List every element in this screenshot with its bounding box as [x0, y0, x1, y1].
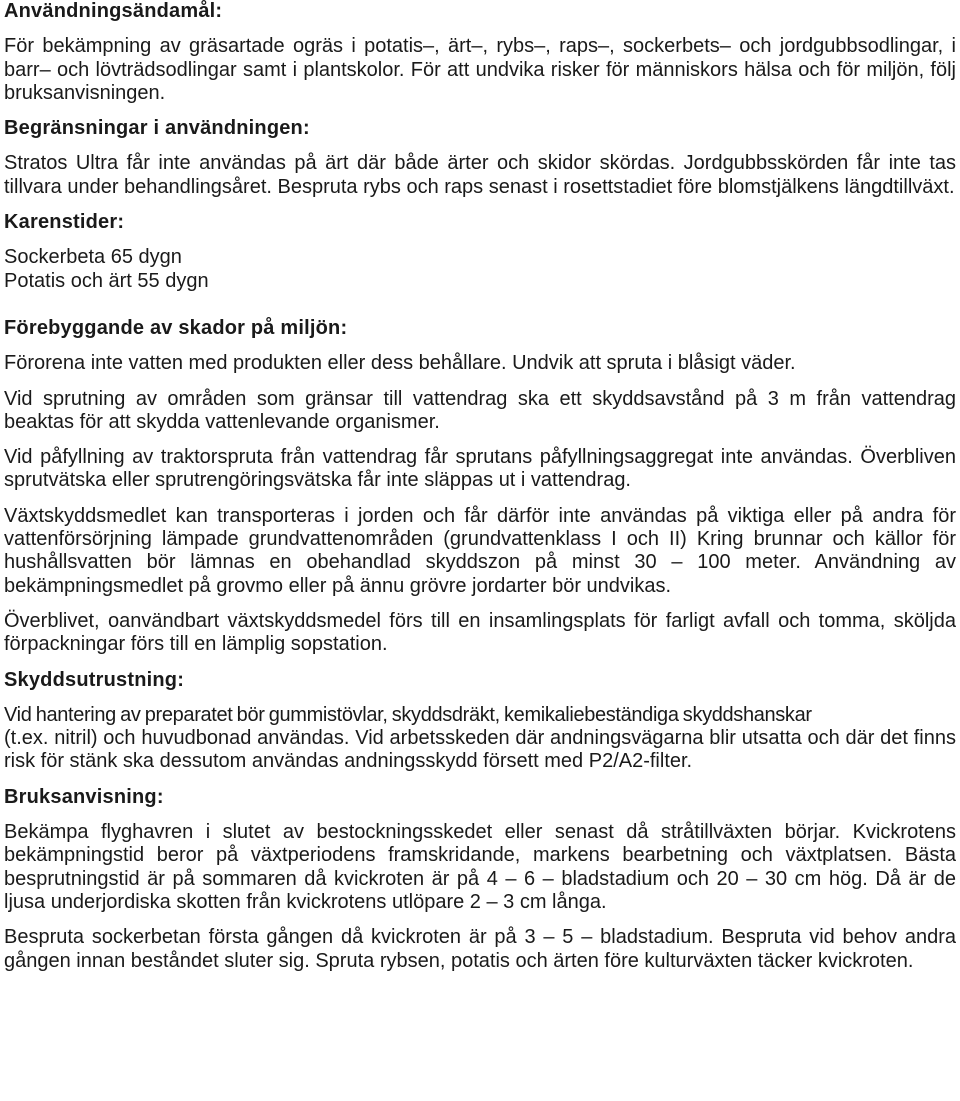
instructions-section — [4, 786, 956, 973]
protection-text-line-1: Vid hantering av preparatet bör gummistövlar, skyddsdräkt, kemikaliebeständiga skyddshanskar — [4, 703, 812, 726]
waiting-period-sugar-beet: Sockerbeta 65 dygn — [4, 246, 182, 269]
document-page — [4, 0, 956, 973]
instructions-paragraph-1: Bekämpa flyghavren i slutet av bestockningsskedet eller senast då stråtillväxten börjar. Kvickrotens bekämpningstid beror på växtperiodens framskridande, markens bearbetning och växtplatsen. Bästa besprutningstid är på sommaren då kvickroten är på 4 – 6 – bladstadium och 20 – 30 cm hög. Då är de ljusa underjordiska skotten från kvickrotens utlöpare 2 – 3 cm långa. — [4, 821, 956, 913]
environment-paragraph-4: Växtskyddsmedlet kan transporteras i jorden och får därför inte användas på viktiga eller på andra för vattenförsörjning lämpade grundvattenområden (grundvattenklass I och II) Kring brunnar och källor för hushållsvatten bör lämnas en obehandlad skyddszon på minst 30 – 100 meter. Användning av bekämpningsmedlet på grovmo eller på ännu grövre jordarter bör undvikas. — [4, 504, 956, 597]
usage-text: För bekämpning av gräsartade ogräs i potatis–, ärt–, rybs–, raps–, sockerbets– och jordgubbsodlingar, i barr– och lövträdsodlingar samt i plantskolor. För att undvika risker för människors hälsa och för miljön, följ bruksanvisningen. — [4, 35, 956, 104]
environment-paragraph-1: Förorena inte vatten med produkten eller dess behållare. Undvik att spruta i blåsigt väder. — [4, 352, 796, 375]
restrictions-section — [4, 117, 956, 199]
environment-paragraph-2: Vid sprutning av områden som gränsar till vattendrag ska ett skyddsavstånd på 3 m från vattendrag beaktas för att skydda vattenlevande organismer. — [4, 387, 956, 433]
waiting-periods-section — [4, 211, 956, 293]
protection-text: (t.ex. nitril) och huvudbonad användas. Vid arbetsskeden där andningsvägarna blir utsatta och där det finns risk för stänk ska dessutom användas andningsskydd försett med P2/A2-filter. — [4, 727, 956, 773]
protection-section — [4, 669, 956, 774]
waiting-period-potato-pea: Potatis och ärt 55 dygn — [4, 269, 209, 292]
restrictions-text: Stratos Ultra får inte användas på ärt där både ärter och skidor skördas. Jordgubbsskörden får inte tas tillvara under behandlingsåret. Bespruta rybs och raps senast i rosettstadiet före blomstjälkens längdtillväxt. — [4, 152, 956, 198]
usage-heading: Användningsändamål: — [4, 0, 223, 22]
waiting-periods-heading: Karenstider: — [4, 211, 125, 234]
usage-section — [4, 0, 956, 105]
environment-paragraph-3: Vid påfyllning av traktorspruta från vattendrag får sprutans påfyllningsaggregat inte användas. Överbliven sprutvätska eller sprutrengöringsvätska får inte släppas ut i vattendrag. — [4, 446, 956, 492]
instructions-paragraph-2: Bespruta sockerbetan första gången då kvickroten är på 3 – 5 – bladstadium. Bespruta vid behov andra gången innan beståndet sluter sig. Spruta rybsen, potatis och ärten före kulturväxten täcker kvickroten. — [4, 926, 956, 972]
protection-heading: Skyddsutrustning: — [4, 668, 185, 691]
environment-section — [4, 317, 956, 657]
restrictions-heading: Begränsningar i användningen: — [4, 117, 310, 140]
environment-paragraph-5: Överblivet, oanvändbart växtskyddsmedel förs till en insamlingsplats för farligt avfall och tomma, sköljda förpackningar förs till en lämplig sopstation. — [4, 609, 956, 656]
instructions-heading: Bruksanvisning: — [4, 785, 164, 808]
environment-heading: Förebyggande av skador på miljön: — [4, 316, 348, 339]
